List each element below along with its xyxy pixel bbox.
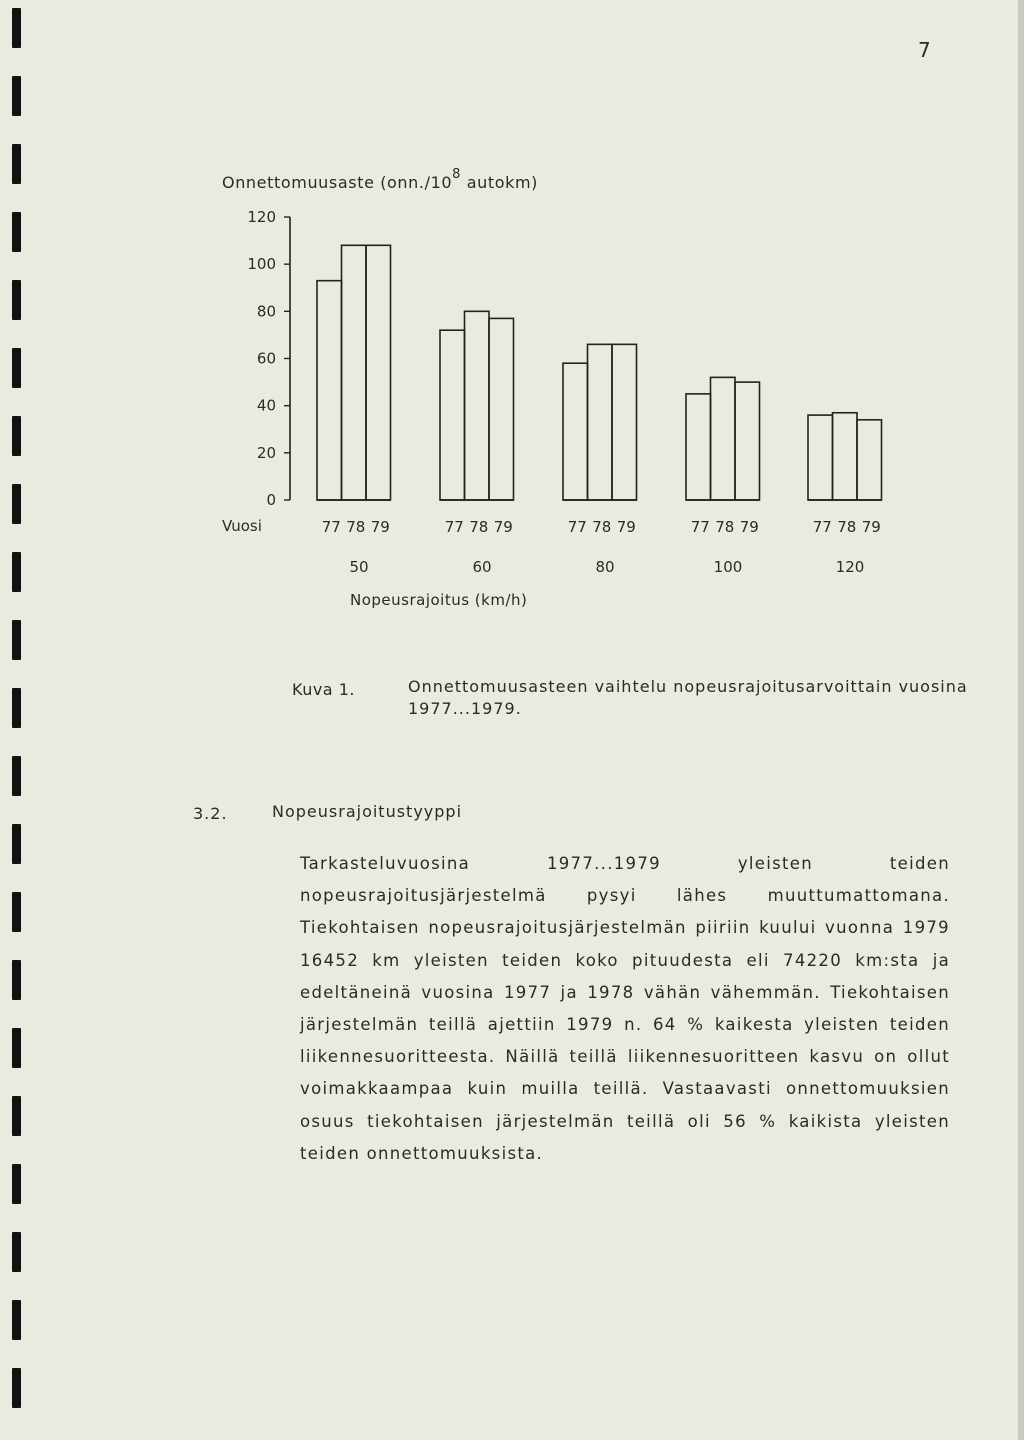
figure-caption-text: Onnettomuusasteen vaihtelu nopeusrajoitusarvoittain vuosina 1977...1979.	[408, 677, 968, 718]
year-tick-label: 79	[861, 518, 881, 536]
year-tick-label: 78	[346, 518, 366, 536]
y-tick-label: 20	[256, 443, 276, 462]
year-tick-label: 79	[493, 518, 513, 536]
bar	[465, 311, 490, 500]
chart-title: Onnettomuusaste ($onn./10^8$ autokm)	[222, 167, 539, 192]
body-paragraph: Tarkasteluvuosina 1977...1979 yleisten teiden nopeusrajoitusjärjestelmä pysyi lähes muuttumattomana. Tiekohtaisen nopeusrajoitusjärjestelmän piiriin kuului vuonna 1979 16452 km yleisten teiden koko pituudesta eli 74220 km:sta ja edeltäneinä vuosina 1977 ja 1978 vähän vähemmän. Tiekohtaisen järjestelmän teillä ajettiin 1979 n. 64 % kaikesta yleisten teiden liikennesuoritteesta. Näillä teillä liikennesuoritteen kasvu on ollut voimakkaampaa kuin muilla teillä. Vastaavasti onnettomuuksien osuus tiekohtaisen järjestelmän teillä oli 56 % kaikista yleisten teiden onnettomuuksista.	[300, 854, 950, 1163]
bar	[317, 281, 342, 500]
year-tick-label: 77	[690, 518, 710, 536]
bar	[440, 330, 465, 500]
binder-hole	[12, 484, 21, 524]
group-label: 100	[713, 558, 743, 576]
year-tick-label: 77	[567, 518, 587, 536]
bar-chart-svg	[200, 150, 920, 630]
binder-hole	[12, 688, 21, 728]
year-tick-label: 77	[444, 518, 464, 536]
group-label: 60	[472, 558, 492, 576]
page-number: 7	[918, 38, 931, 62]
bar	[489, 318, 514, 500]
x-axis-title: Nopeusrajoitus (km/h)	[350, 591, 528, 609]
group-label: 50	[349, 558, 369, 576]
binder-hole	[12, 76, 21, 116]
binder-hole	[12, 1300, 21, 1340]
bar	[342, 245, 367, 500]
binder-hole	[12, 212, 21, 252]
binder-hole	[12, 1232, 21, 1272]
bar	[808, 415, 833, 500]
binder-hole	[12, 824, 21, 864]
year-tick-label: 78	[715, 518, 735, 536]
year-tick-label: 78	[469, 518, 489, 536]
page-edge	[1018, 0, 1024, 1440]
binder-hole	[12, 8, 21, 48]
bar	[612, 344, 637, 500]
year-axis-label: Vuosi	[222, 517, 262, 535]
y-tick-label: 80	[256, 302, 276, 321]
year-tick-label: 77	[321, 518, 341, 536]
year-tick-label: 79	[370, 518, 390, 536]
group-label: 80	[595, 558, 615, 576]
bar	[735, 382, 760, 500]
binder-hole	[12, 348, 21, 388]
group-label: 120	[835, 558, 865, 576]
year-tick-label: 79	[616, 518, 636, 536]
y-tick-label: 0	[266, 491, 276, 509]
binder-hole	[12, 620, 21, 660]
binder-hole	[12, 1164, 21, 1204]
year-tick-label: 79	[739, 518, 759, 536]
bar	[686, 394, 711, 500]
binder-hole	[12, 1368, 21, 1408]
section-number: 3.2.	[193, 804, 228, 823]
bar	[857, 420, 882, 500]
year-tick-label: 78	[837, 518, 857, 536]
y-tick-label: 120	[247, 208, 276, 226]
binder-hole	[12, 1096, 21, 1136]
year-tick-label: 78	[592, 518, 612, 536]
binder-hole	[12, 960, 21, 1000]
accident-rate-chart	[200, 150, 920, 630]
bar	[563, 363, 588, 500]
binder-hole	[12, 552, 21, 592]
y-tick-label: 60	[256, 349, 276, 368]
figure-caption-label: Kuva 1.	[292, 680, 355, 699]
bar	[833, 413, 858, 500]
year-tick-label: 77	[812, 518, 832, 536]
bar	[366, 245, 391, 500]
binder-hole	[12, 280, 21, 320]
bar	[711, 377, 736, 500]
bar	[588, 344, 613, 500]
binder-hole	[12, 144, 21, 184]
binder-hole	[12, 756, 21, 796]
y-tick-label: 40	[256, 396, 276, 415]
binder-hole	[12, 416, 21, 456]
y-tick-label: 100	[247, 255, 276, 274]
binder-hole	[12, 1028, 21, 1068]
binder-hole	[12, 892, 21, 932]
section-title: Nopeusrajoitustyyppi	[272, 802, 463, 821]
